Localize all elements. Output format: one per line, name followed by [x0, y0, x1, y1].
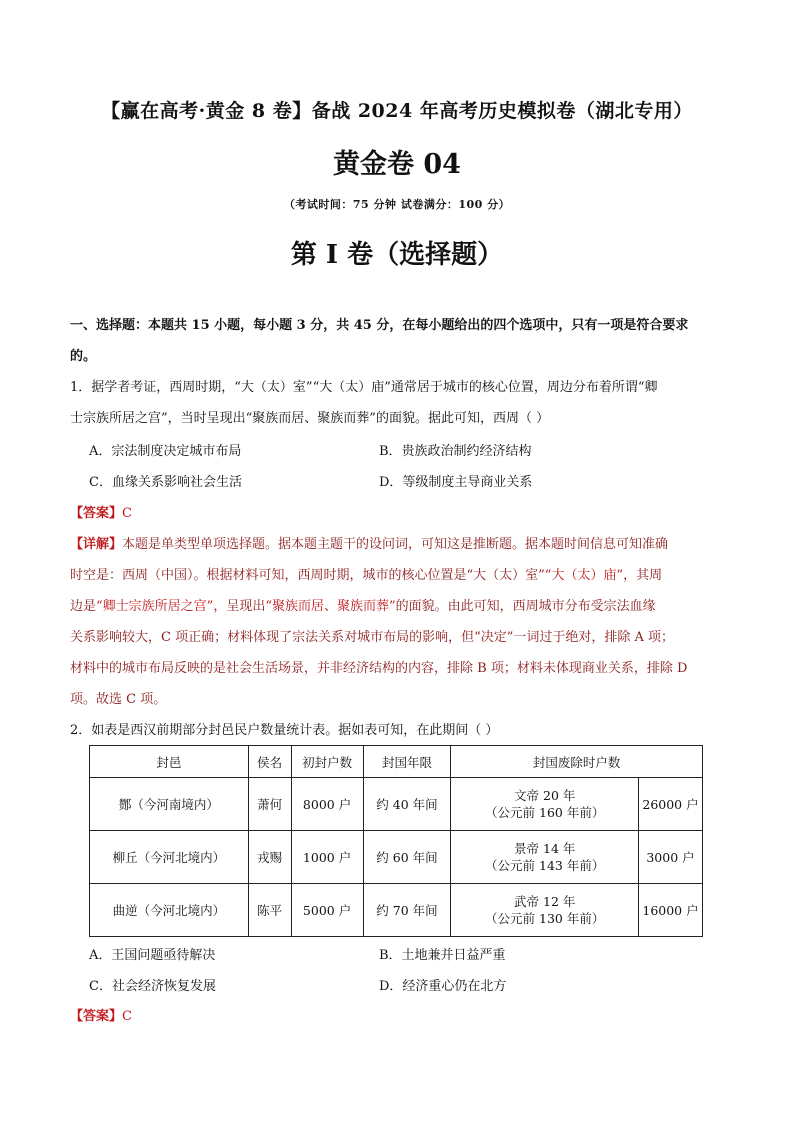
q2-option-d: D．经济重心仍在北方	[379, 979, 507, 994]
abolished-time-cell: 景帝 14 年 （公元前 143 年前）	[451, 831, 639, 884]
detail-line-3: 边是“卿士宗族所居之宫”，呈现出“聚族而居、聚族而葬”的面貌。由此可知，西周城市分布受宗法血缘	[70, 599, 656, 614]
q1-option-c: C．血缘关系影响社会生活	[89, 475, 242, 490]
fief-cell: 酂（今河南境内）	[90, 778, 249, 831]
fief-household-table	[89, 745, 703, 937]
detail-line-1: 【详解】本题是单类型单项选择题。据本题主题干的设问词，可知这是推断题。据本题时间信息可知准确	[70, 537, 669, 552]
marquis-cell: 萧何	[248, 778, 291, 831]
initial-households-cell: 5000 户	[291, 884, 363, 937]
final-households-cell: 3000 户	[639, 831, 703, 884]
initial-households-cell: 1000 户	[291, 831, 363, 884]
detail-line-2: 时空是：西周（中国）。根据材料可知，西周时期，城市的核心位置是“大（太）室”“大（太）庙”，其周	[70, 568, 663, 583]
detail-line-4: 关系影响较大，C 项正确；材料体现了宗法关系对城市布局的影响，但“决定”一词过于绝对，排除 A 项；	[70, 630, 675, 645]
table-header: 侯名	[248, 746, 291, 778]
instructions-line-1: 一、选择题：本题共 15 小题，每小题 3 分，共 45 分，在每小题给出的四个选项中，只有一项是符合要求	[70, 318, 689, 333]
answer-label: 【答案】	[70, 506, 123, 521]
detail-label: 【详解】	[70, 537, 123, 552]
fief-cell: 曲逆（今河北境内）	[90, 884, 249, 937]
fief-cell: 柳丘（今河北境内）	[90, 831, 249, 884]
exam-info: （考试时间：75 分钟 试卷满分：100 分）	[283, 198, 511, 211]
q1-detail	[70, 529, 730, 715]
abolished-time-cell: 武帝 12 年 （公元前 130 年前）	[451, 884, 639, 937]
paper-subtitle: 黄金卷 04	[333, 149, 461, 180]
years-cell: 约 70 年间	[363, 884, 451, 937]
question-1-stem-line-1: 1．据学者考证，西周时期，“大（太）室”“大（太）庙”通常居于城市的核心位置，周边分布着所谓“卿	[70, 380, 658, 395]
final-households-cell: 26000 户	[639, 778, 703, 831]
answer-label: 【答案】	[70, 1009, 123, 1024]
instructions-line-2: 的。	[70, 349, 97, 364]
q1-option-b: B．贵族政治制约经济结构	[379, 444, 532, 459]
table-row	[90, 884, 703, 937]
q2-option-c: C．社会经济恢复发展	[89, 979, 216, 994]
table-row	[90, 831, 703, 884]
document-title: 【赢在高考·黄金 8 卷】备战 2024 年高考历史模拟卷（湖北专用）	[101, 100, 693, 122]
table-header-row	[90, 746, 703, 778]
question-2-stem: 2．如表是西汉前期部分封邑民户数量统计表。据如表可知，在此期间（ ）	[70, 723, 499, 738]
question-1-stem-line-2: 士宗族所居之宫”，当时呈现出“聚族而居、聚族而葬”的面貌。据此可知，西周（ ）	[70, 411, 550, 426]
section-title: 第 I 卷（选择题）	[290, 240, 504, 270]
answer-value: C	[122, 1009, 132, 1024]
q2-option-b: B．土地兼并日益严重	[379, 948, 506, 963]
detail-line-5: 材料中的城市布局反映的是社会生活场景，并非经济结构的内容，排除 B 项；材料未体现商业关系，排除 D	[70, 661, 688, 676]
years-cell: 约 40 年间	[363, 778, 451, 831]
answer-value: C	[122, 506, 132, 521]
final-households-cell: 16000 户	[639, 884, 703, 937]
table-row	[90, 778, 703, 831]
q2-answer	[70, 1005, 132, 1024]
q1-option-a: A．宗法制度决定城市布局	[89, 444, 242, 459]
marquis-cell: 戎赐	[248, 831, 291, 884]
years-cell: 约 60 年间	[363, 831, 451, 884]
table-header: 封邑	[90, 746, 249, 778]
table-header: 封国废除时户数	[451, 746, 703, 778]
abolished-time-cell: 文帝 20 年 （公元前 160 年前）	[451, 778, 639, 831]
detail-line-6: 项。故选 C 项。	[70, 692, 167, 707]
table-header: 封国年限	[363, 746, 451, 778]
initial-households-cell: 8000 户	[291, 778, 363, 831]
table-header: 初封户数	[291, 746, 363, 778]
instructions	[70, 310, 725, 372]
q1-answer	[70, 502, 132, 521]
q1-option-d: D．等级制度主导商业关系	[379, 475, 533, 490]
q2-option-a: A．王国问题亟待解决	[89, 948, 216, 963]
question-1-stem	[70, 372, 725, 434]
marquis-cell: 陈平	[248, 884, 291, 937]
